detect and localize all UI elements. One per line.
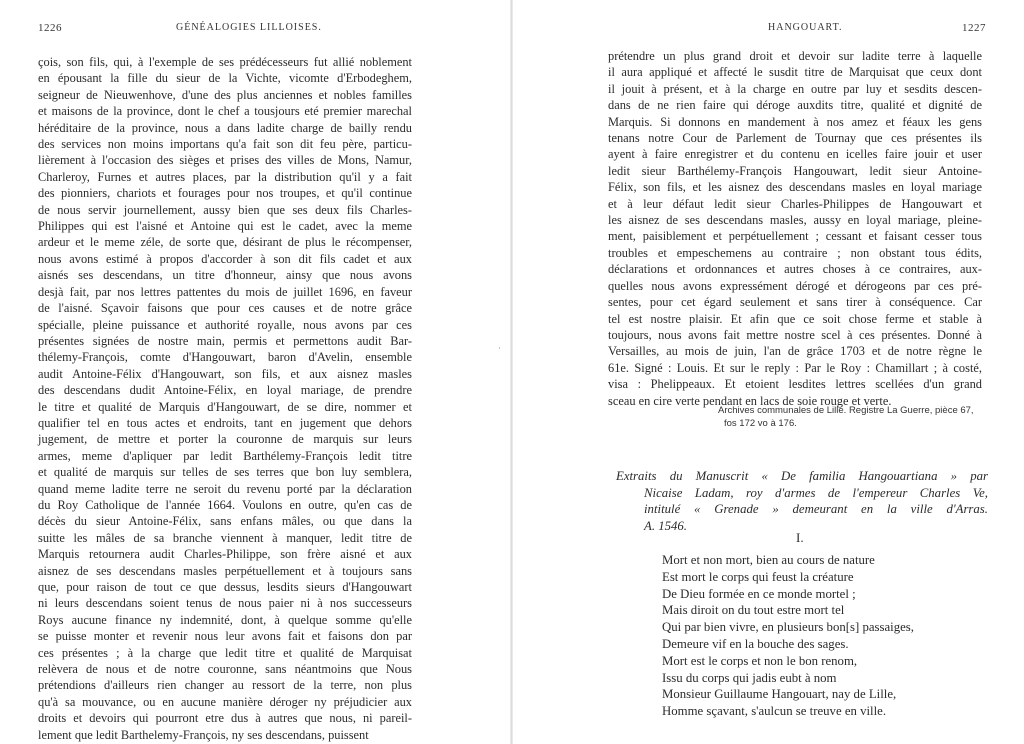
text-line: quelles nous avons expressément dérogé et dérogeons par ces pré- (608, 278, 982, 293)
running-head-right: HANGOUART. (768, 22, 843, 33)
source-line: Archives communales de Lille. Registre La Guerre, pièce 67, (718, 405, 974, 416)
left-body-text (38, 54, 412, 743)
text-line: nous avons estimé à propos d'accorder à son dit fils cadet et aux (38, 251, 412, 266)
text-line: des services non moins importans qu'a fait son dit feu père, particu- (38, 137, 412, 152)
poem-line: Mort et non mort, bien au cours de nature (662, 553, 875, 567)
text-line: ni leurs descendans soient tenus de nous paier ni à nos successeurs (38, 596, 412, 611)
text-line: quand meme ladite terre ne seroit du revenu porté par la déclaration (38, 481, 412, 496)
poem-line: Homme sçavant, s'aulcun se treuve en ville. (662, 704, 887, 719)
text-line: et qualité de marquis sur telles de ses terres que bon luy semblera, (38, 465, 412, 480)
text-line: déclarations et ordonnances et autres choses à ce contraires, aux- (608, 262, 982, 277)
text-line: présentes signées de nostre main, permis et permettons audit Bar- (38, 333, 412, 348)
text-line: se puisse monter et revenir nous leur avons fait et faisons don par (38, 629, 412, 644)
extract-heading-line: Nicaise Ladam, roy d'armes de l'empereur Charles Ve, (644, 485, 988, 500)
text-line: jugement, de mettre et porter la couronne de marquis sur leurs (38, 432, 412, 447)
poem-line: Qui par bien vivre, en plusieurs bon[s] passaiges, (662, 620, 914, 635)
text-line: toujours, nous avons fait mettre nostre scel à ces présentes. Donné à (608, 327, 982, 342)
poem-line: Monsieur Guillaume Hangouart, nay de Lille, (662, 687, 897, 702)
text-line: tenans notre Cour de Parlement de Tournay que ces présentes ils (608, 131, 982, 146)
text-line: suitte les mâles de sa branche viennent à manquer, ledit titre de (38, 530, 412, 545)
page-number-left: 1226 (38, 22, 62, 34)
text-line: aisnez de ses descendans masles perpétuellement et à toujours sans (38, 563, 412, 578)
source-line: fos 172 vo à 176. (724, 418, 797, 429)
text-line: ment, paisiblement et perpétuellement ; cessant et faisant cesser tous (608, 229, 982, 244)
text-line: visa : Phelippeaux. Et etoient lesdites lettres scellées d'un grand (608, 377, 982, 392)
text-line: sentes, pour cet égard seulement et sans tirer à conséquence. Car (608, 295, 982, 310)
text-line: de l'aisné. Sçavoir faisons que pour ces causes et de notre grâce (38, 301, 412, 316)
text-line: droits et devoirs qui pourront etre dus à autres que nous, ni pareil- (38, 711, 412, 726)
text-line: seigneur de Nieuwenhove, d'une des plus anciennes et nobles familles (38, 87, 412, 102)
text-line: qualifier tel en tous actes et endroits, tant en jugement que dehors (38, 415, 412, 430)
text-line: çois, son fils, qui, à l'exemple de ses prédécesseurs fut allié noblement (38, 55, 412, 69)
text-line: thélemy-François, comte d'Hangouwart, baron d'Avelin, ensemble (38, 350, 412, 365)
text-line: armes, meme d'apliquer par ledit Barthélemy-François ledit titre (38, 448, 412, 463)
poem-line: Est mort le corps qui feust la créature (662, 569, 854, 584)
text-line: Versailles, au mois de juin, l'an de grâce 1703 et de notre règne le (608, 344, 982, 359)
right-page (512, 0, 1024, 744)
poem-line: Demeure vif en la bouche des sages. (662, 636, 849, 651)
text-line: spécialle, pleine puissance et authorité royalle, nous avons par ces (38, 317, 412, 332)
text-line: desjà fait, par nos lettres pattentes du mois de juillet 1696, en faveur (38, 284, 412, 299)
poem (662, 552, 992, 720)
text-line: relèvera de nous et de notre couronne, sans néantmoins que Nous (38, 662, 412, 677)
text-line: en épousant la fille du sieur de la Vichte, vicomte d'Erbodeghem, (38, 71, 412, 86)
running-head-left: GÉNÉALOGIES LILLOISES. (176, 22, 322, 33)
text-line: dans de ne rien faire qui déroge auxdits titre, qualité et dignité de (608, 98, 982, 113)
text-line: lièrement à l'occasion des sièges et prises des villes de Mons, Namur, (38, 153, 412, 168)
text-line: qu'à sa mouvance, ou en aucune manière déroger ny préjudicier aux (38, 694, 412, 709)
section-numeral: I. (796, 530, 804, 545)
text-line: tel est nostre plaisir. Et afin que ce soit chose ferme et stable à (608, 311, 982, 326)
extract-heading-line: intitulé « Grenade » demeurant en la ville d'Arras. (644, 502, 988, 517)
text-line: le titre et qualité de Marquis d'Hangouwart, de se dire, nommer et (38, 399, 412, 414)
text-line: ledit sieur Barthélemy-François Hangouwart, ledit sieur Antoine- (608, 163, 982, 178)
text-line: de nous servir journellement, aussy bien que ses deux fils Charles- (38, 202, 412, 217)
text-line: audit Antoine-Félix d'Hangouwart, son fils, et aux aisnez masles (38, 366, 412, 381)
text-line: ces présentes ; à la charge que ledit titre et qualité de Marquisat (38, 645, 412, 660)
text-line: prétendre un plus grand droit et devoir sur ladite terre à laquelle (608, 49, 982, 63)
text-line: ayent à faire enregistrer et du contenu en icelles faire jouir et user (608, 147, 982, 162)
text-line: les aisnez de ses descendans masles, aussy en loyal mariage, pleine- (608, 213, 982, 228)
text-line: et à leur défaut ledit sieur Charles-Philippes de Hangouwart et (608, 196, 982, 211)
poem-line: De Dieu formée en ce monde mortel ; (662, 586, 856, 601)
text-line: aisnés ses descendans, un titre d'honneur, ainsy que nous avons (38, 268, 412, 283)
text-line: Marquis. Si donnons en mandement à nos amez et féaux les gens (608, 114, 982, 129)
text-line: Charleroy, Furnes et autres places, par la distribution qu'il y a fait (38, 169, 412, 184)
text-line: Roys aucune finance ny indemnité, dont, à quelque somme qu'elle (38, 612, 412, 627)
extract-heading (616, 468, 988, 534)
poem-line: Mais diroit on du tout estre mort tel (662, 603, 845, 618)
text-line: lement que ledit Barthelemy-François, ny ses descendans, puissent (38, 727, 369, 742)
poem-line: Mort est le corps et non le bon renom, (662, 653, 858, 668)
archive-source-note (718, 404, 988, 430)
text-line: troubles et empeschemens au contraire ; non obstant tous édits, (608, 245, 982, 260)
text-line: Marquis retournera audit Charles-Philippe, son frère aisné et aux (38, 547, 412, 562)
gutter-mark: · (498, 343, 501, 353)
text-line: 61e. Signé : Louis. Et sur le reply : Par le Roy : Chamillart ; à costé, (608, 360, 982, 375)
text-line: du Roy Catholique de l'année 1664. Voulons en outre, qu'en cas de (38, 497, 412, 512)
text-line: des pionniers, chariots et fourages pour nos troupes, et qu'il continue (38, 186, 412, 201)
text-line: Philippes qui est l'aisné et Antoine qui est le cadet, avec la meme (38, 219, 412, 234)
text-line: ardeur et le meme zéle, de sorte que, désirant de plus le récompenser, (38, 235, 412, 250)
text-line: prétendions d'ailleurs rien changer au ressort de la terre, non plus (38, 678, 412, 693)
text-line: des descendans dudit Antoine-Félix, en loyal mariage, de prendre (38, 383, 412, 398)
text-line: décès du sieur Antoine-Félix, sans enfans mâles, ou que dans la (38, 514, 412, 529)
extract-heading-line: Extraits du Manuscrit « De familia Hangouartiana » par (616, 469, 988, 483)
text-line: et maisons de la province, dont le chef a tousjours eté premier marechal (38, 104, 412, 119)
text-line: il jouit à présent, et à la charge en outre par luy et sesdits descen- (608, 81, 982, 96)
text-line: que, pour raison de tout ce que dessus, lesdits sieurs d'Hangouwart (38, 580, 412, 594)
poem-line: Issu du corps qui jadis eubt à nom (662, 670, 837, 685)
text-line: sceau en cire verte pendant en lacs de soie rouge et verte. (608, 393, 892, 408)
text-line: il aura appliqué et affecté le susdit titre de Marquisat que ceux dont (608, 65, 982, 80)
right-body-text (608, 48, 982, 409)
text-line: Félix, son fils, et les aisnez des descendans masles en loyal mariage (608, 180, 982, 195)
extract-heading-line: A. 1546. (644, 518, 688, 533)
text-line: héréditaire de la province, nous a dans ladite charge de bailly rendu (38, 120, 412, 135)
page-number-right: 1227 (962, 22, 986, 34)
